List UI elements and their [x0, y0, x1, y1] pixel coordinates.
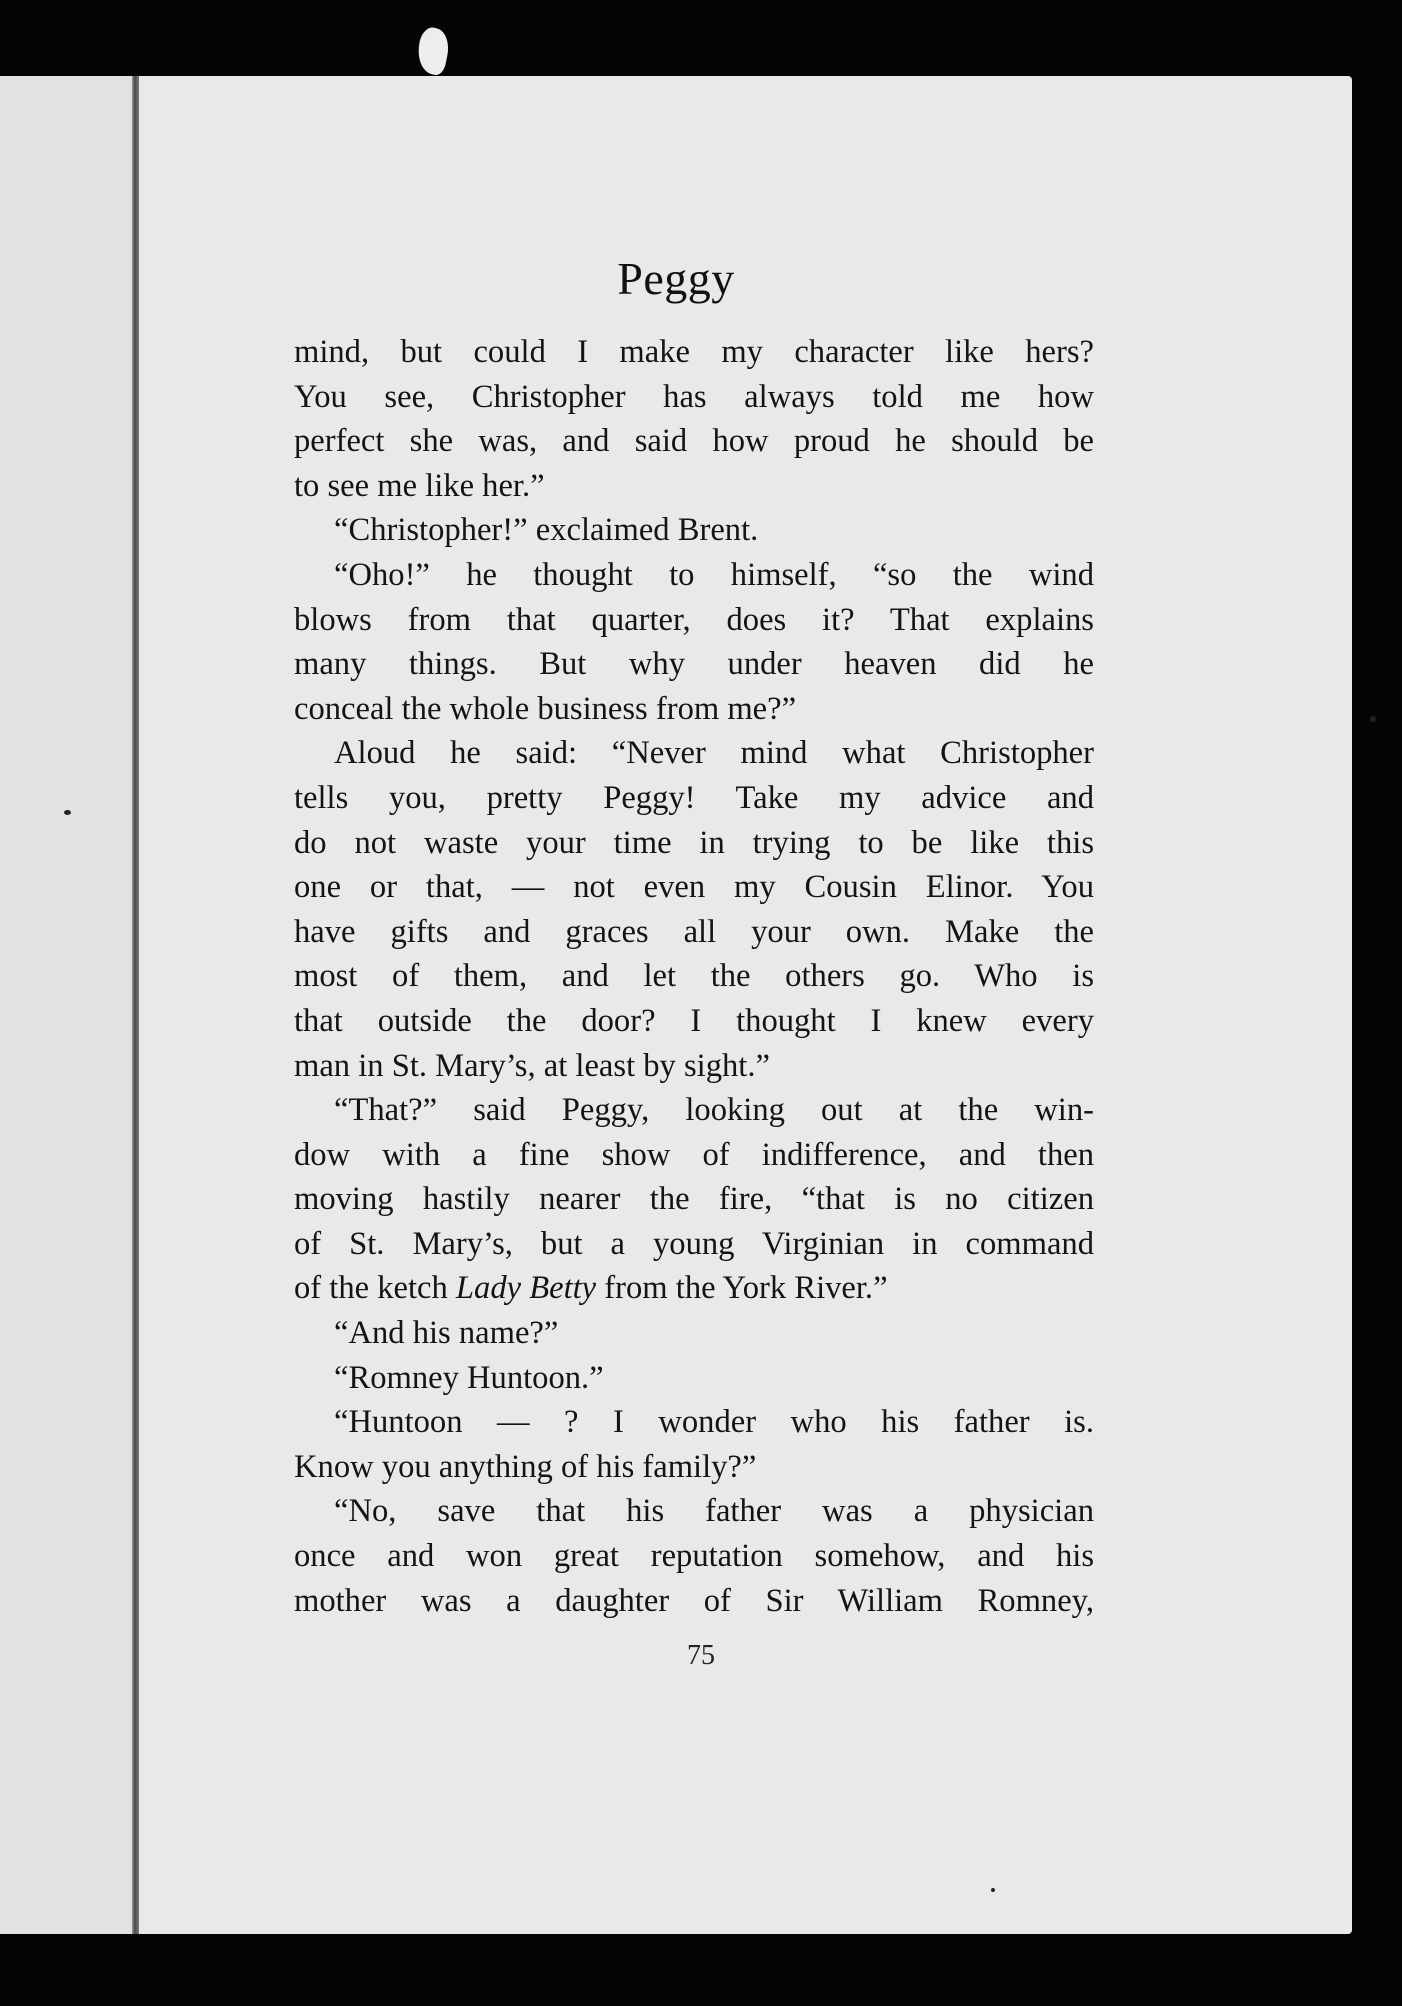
text-line: moving hastily nearer the fire, “that is no citizen: [294, 1181, 1094, 1218]
ship-name: Lady Betty: [455, 1270, 597, 1307]
text-line: many things. But why under heaven did he: [294, 646, 1094, 683]
text-line: blows from that quarter, does it? That explains: [294, 601, 1094, 638]
text-line: one or that, — not even my Cousin Elinor. You: [294, 869, 1094, 906]
body-text: [294, 330, 1094, 1623]
text-line: “Romney Huntoon.”: [334, 1359, 604, 1396]
text-line: “No, save that his father was a physician: [334, 1493, 1094, 1530]
text-line: dow with a fine show of indifference, and then: [294, 1136, 1094, 1173]
text-line: “That?” said Peggy, looking out at the win-: [334, 1092, 1094, 1129]
scan-speck: [991, 1888, 995, 1892]
text-line: once and won great reputation somehow, and his: [294, 1538, 1094, 1575]
text-line: conceal the whole business from me?”: [294, 690, 797, 727]
text-line: “Christopher!” exclaimed Brent.: [334, 512, 759, 549]
text-line: perfect she was, and said how proud he should be: [294, 423, 1094, 460]
text-line: have gifts and graces all your own. Make the: [294, 913, 1094, 950]
page-number: 75: [687, 1640, 715, 1671]
text-line: mother was a daughter of Sir William Romney,: [294, 1582, 1094, 1619]
text-line: You see, Christopher has always told me how: [294, 378, 1094, 415]
text-line: “Huntoon — ? I wonder who his father is.: [334, 1404, 1094, 1441]
text-line: Know you anything of his family?”: [294, 1448, 757, 1485]
text-line: “And his name?”: [334, 1315, 559, 1352]
text-line: that outside the door? I thought I knew every: [294, 1002, 1094, 1039]
running-head: Peggy: [617, 253, 735, 304]
text-line: of the ketch Lady Betty from the York River.”: [294, 1270, 888, 1307]
text-line: “Oho!” he thought to himself, “so the wind: [334, 556, 1094, 593]
text-line: to see me like her.”: [294, 467, 545, 504]
scan-speck: [64, 810, 71, 815]
text-line: most of them, and let the others go. Who is: [294, 958, 1094, 995]
paper-tab-mark: [414, 25, 453, 76]
text-line: mind, but could I make my character like hers?: [294, 334, 1094, 370]
text-line: Aloud he said: “Never mind what Christopher: [334, 735, 1094, 772]
text-line: tells you, pretty Peggy! Take my advice and: [294, 779, 1094, 816]
scan-speck: [1370, 716, 1376, 722]
text-line: do not waste your time in trying to be like this: [294, 824, 1094, 861]
text-line: man in St. Mary’s, at least by sight.”: [294, 1047, 770, 1084]
text-line: of St. Mary’s, but a young Virginian in command: [294, 1225, 1094, 1262]
